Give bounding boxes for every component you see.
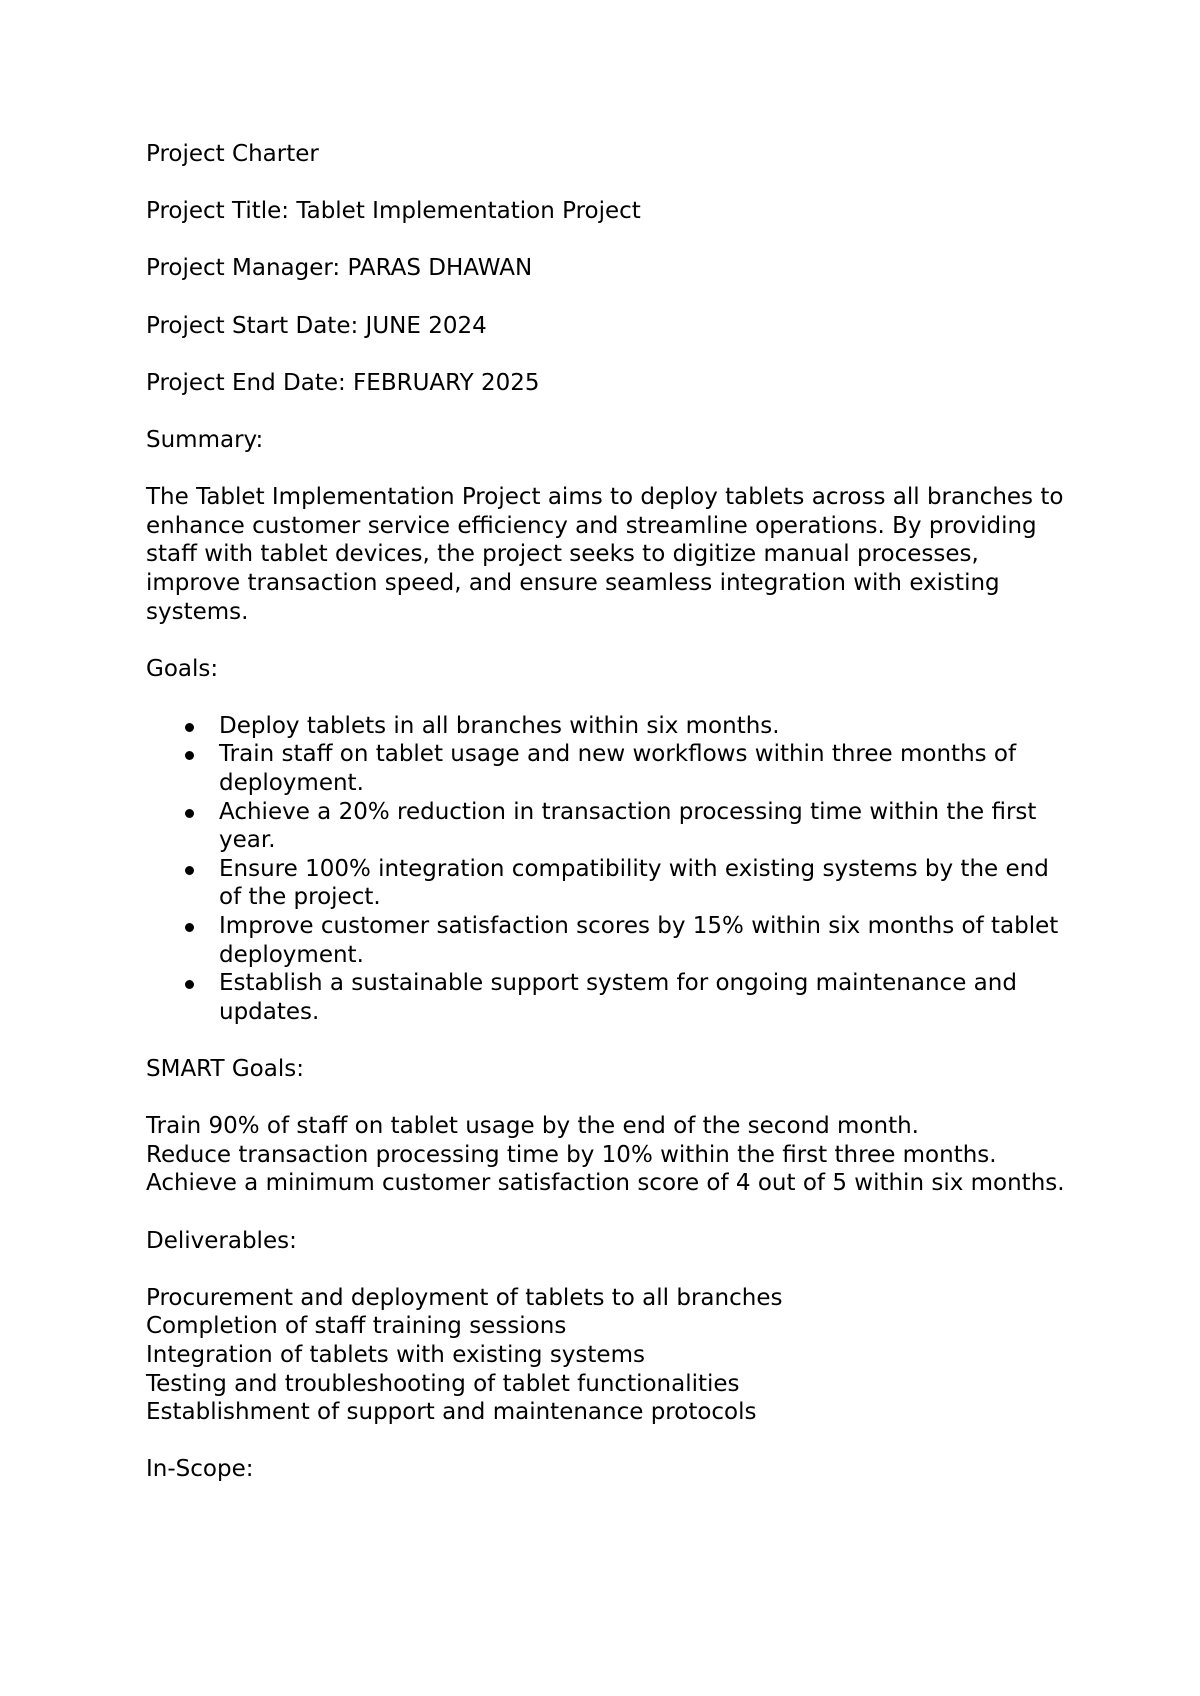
deliverable-line: Integration of tablets with existing systems [146,1341,645,1368]
smart-goal-line: Train 90% of staff on tablet usage by the end of the second month. [146,1113,919,1140]
project-title: Project Title: Tablet Implementation Project [146,198,641,225]
goal-text: Improve customer satisfaction scores by 15% within six months of tablet deployment. [219,913,1059,968]
goal-item [146,798,1076,855]
project-manager: Project Manager: PARAS DHAWAN [146,255,533,282]
goal-text: Achieve a 20% reduction in transaction processing time within the first year. [219,798,1037,854]
bullet-icon [185,723,194,732]
smart-goal-line: Reduce transaction processing time by 10% within the first three months. [146,1141,997,1168]
deliverables-list [146,1284,1076,1427]
goal-text: Establish a sustainable support system for ongoing maintenance and updates. [219,970,1017,1025]
document-heading: Project Charter [146,141,319,167]
bullet-icon [185,809,194,818]
goal-item [146,912,1076,969]
deliverable-line: Establishment of support and maintenance protocols [146,1399,757,1426]
bullet-icon [185,866,194,875]
document-body [146,140,1076,1513]
goal-item [146,969,1076,1026]
goal-text: Deploy tablets in all branches within six months. [219,712,780,739]
deliverable-line: Testing and troubleshooting of tablet functionalities [146,1370,740,1397]
deliverables-heading: Deliverables: [146,1227,297,1254]
goals-heading: Goals: [146,655,219,682]
deliverable-line: Completion of staff training sessions [146,1313,567,1340]
goal-text: Train staff on tablet usage and new workflows within three months of deployment. [219,741,1017,797]
in-scope-heading: In-Scope: [146,1456,254,1483]
summary-heading: Summary: [146,426,264,453]
goal-item [146,855,1076,912]
goal-text: Ensure 100% integration compatibility with existing systems by the end of the project. [219,855,1049,911]
deliverable-line: Procurement and deployment of tablets to all branches [146,1284,783,1311]
project-start-date: Project Start Date: JUNE 2024 [146,312,487,339]
bullet-icon [185,751,194,760]
goals-list [146,712,1076,1027]
goal-item [146,712,1076,741]
summary-text: The Tablet Implementation Project aims to deploy tablets across all branches to enhance customer service efficiency and streamline operations. By providing staff with tablet devices, the project seeks to digitize manual processes, improve transaction speed, and ensure seamless integration with existing systems. [146,484,1071,625]
project-end-date: Project End Date: FEBRUARY 2025 [146,369,540,396]
bullet-icon [185,980,194,989]
smart-goals-heading: SMART Goals: [146,1056,304,1082]
bullet-icon [185,923,194,932]
smart-goal-line: Achieve a minimum customer satisfaction score of 4 out of 5 within six months. [146,1170,1065,1197]
smart-goals-list [146,1112,1076,1198]
goal-item [146,740,1076,797]
